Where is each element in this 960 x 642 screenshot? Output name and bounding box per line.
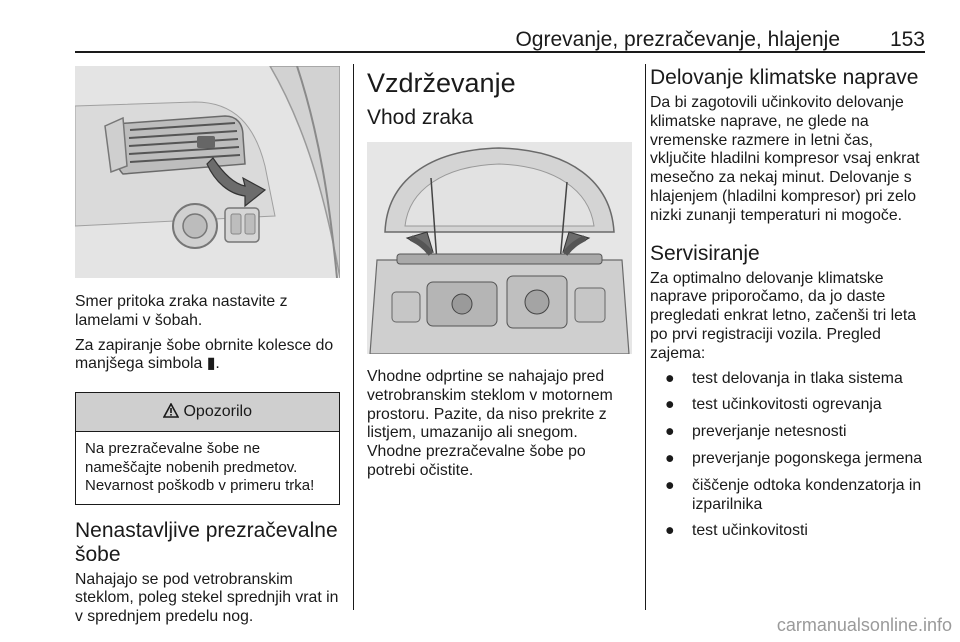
list-item: [650, 423, 930, 442]
list-item-text: test učinkovitosti: [692, 522, 808, 540]
bullet-icon: ●: [665, 423, 675, 441]
paragraph-airflow: Smer pritoka zraka nastavite z lamelami v šobah.: [75, 293, 288, 329]
list-item-text: čiščenje odtoka kondenzatorja in izparilnika: [692, 476, 922, 513]
paragraph-fixed-vents: Nahajajo se pod vetrobranskim steklom, poleg stekel sprednjih vrat in v sprednjem predelu nog.: [75, 570, 339, 626]
list-item: [650, 450, 930, 469]
list-item: [650, 477, 930, 515]
bullet-icon: ●: [665, 476, 675, 494]
engine-figure: [367, 142, 632, 354]
paragraph-air-intake: Vhodne odprtine se nahajajo pred vetrobranskim steklom v motornem prostoru. Pazite, da niso prekrite z listjem, umazanijo ali snegom. Vhodne prezračevalne šobe po potrebi očistite.: [367, 368, 613, 479]
vent-figure: [75, 66, 340, 278]
list-item-text: preverjanje netesnosti: [692, 423, 847, 441]
warning-triangle-icon: [163, 403, 179, 418]
page-header: [75, 22, 925, 56]
bullet-icon: ●: [665, 369, 675, 387]
heading-servicing: Servisiranje: [650, 241, 760, 265]
paragraph-close-vent: Za zapiranje šobe obrnite kolesce do manjšega simbola ▮.: [75, 336, 334, 373]
page-number: 153: [889, 28, 925, 51]
list-item-text: test učinkovitosti ogrevanja: [692, 396, 882, 414]
bullet-icon: ●: [665, 522, 675, 540]
column-1: [75, 66, 340, 633]
bullet-icon: ●: [665, 396, 675, 414]
column-divider-1: [353, 64, 354, 610]
list-item: [650, 396, 930, 415]
warning-title: Opozorilo: [183, 403, 252, 421]
paragraph-servicing: Za optimalno delovanje klimatske naprave priporočamo, da jo daste pregledati enkrat letno, začenši tri leta po prvi registraciji vozila. Pregled zajema:: [650, 269, 917, 362]
warning-body: Na prezračevalne šobe ne nameščajte nobenih predmetov. Nevarnost poškodb v primeru trka!: [85, 440, 315, 495]
bullet-icon: ●: [665, 449, 675, 467]
heading-ac-operation: Delovanje klimatske naprave: [650, 66, 919, 89]
warning-header: [76, 393, 339, 432]
list-item-text: test delovanja in tlaka sistema: [692, 369, 903, 387]
vent-illustration: [75, 66, 340, 278]
service-checklist: [650, 370, 930, 542]
column-3: [650, 66, 930, 549]
heading-maintenance: Vzdrževanje: [367, 68, 516, 98]
subheading-air-intake: Vhod zraka: [367, 106, 474, 129]
column-divider-2: [645, 64, 646, 610]
engine-bay-illustration: [367, 142, 632, 354]
heading-fixed-vents: Nenastavljive prezračevalne šobe: [75, 518, 338, 566]
header-rule: [75, 51, 925, 53]
list-item: [650, 370, 930, 389]
header-title: Ogrevanje, prezračevanje, hlajenje: [515, 28, 840, 51]
list-item: [650, 522, 930, 541]
watermark[interactable]: carmanualsonline.info: [776, 615, 952, 635]
column-2: [367, 66, 632, 487]
warning-box: [75, 392, 340, 505]
paragraph-ac-operation: Da bi zagotovili učinkovito delovanje klimatske naprave, ne glede na vremenske razmere in letni čas, vključite hladilni kompresor vsaj enkrat mesečno za nekaj minut. Delovanje s hlajenjem (hladilni kompresor) pri zelo nizki zunanji temperaturi ni mogoče.: [650, 94, 920, 224]
list-item-text: preverjanje pogonskega jermena: [692, 449, 923, 467]
